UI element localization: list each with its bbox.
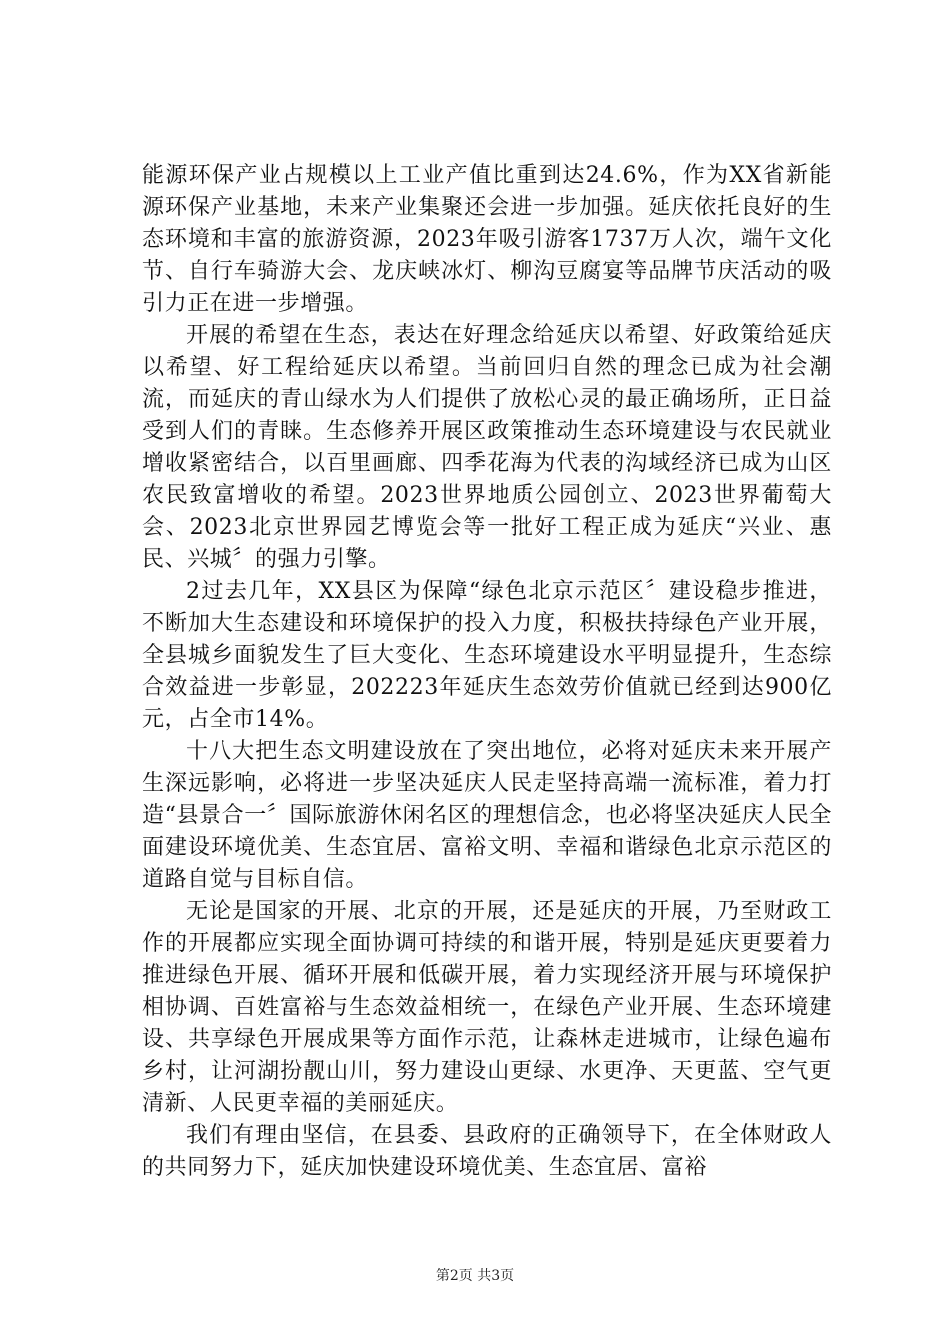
paragraph-4: 十八大把生态文明建设放在了突出地位，必将对延庆未来开展产生深远影响，必将进一步坚决延庆人民走坚持高端一流标准，着力打造“县景合一〞国际旅游休闲名区的理想信念，也必将坚决延庆人民全面建设环境优美、生态宜居、富裕文明、幸福和谐绿色北京示范区的道路自觉与目标自信。: [142, 739, 832, 892]
page-footer: 第2页 共3页: [435, 1268, 515, 1284]
paragraph-6: 我们有理由坚信，在县委、县政府的正确领导下，在全体财政人的共同努力下，延庆加快建设环境优美、生态宜居、富裕: [142, 1123, 832, 1180]
paragraph-5: 无论是国家的开展、北京的开展，还是延庆的开展，乃至财政工作的开展都应实现全面协调可持续的和谐开展，特别是延庆更要着力推进绿色开展、循环开展和低碳开展，着力实现经济开展与环境保护相协调、百姓富裕与生态效益相统一，在绿色产业开展、生态环境建设、共享绿色开展成果等方面作示范，让森林走进城市，让绿色遍布乡村，让河湖扮靓山川，努力建设山更绿、水更净、天更蓝、空气更清新、人民更幸福的美丽延庆。: [142, 899, 832, 1116]
document-body: [142, 160, 832, 1184]
paragraph-1: 能源环保产业占规模以上工业产值比重到达24.6%，作为XX省新能源环保产业基地，未来产业集聚还会进一步加强。延庆依托良好的生态环境和丰富的旅游资源，2023年吸引游客1737万人次，端午文化节、自行车骑游大会、龙庆峡冰灯、柳沟豆腐宴等品牌节庆活动的吸引力正在进一步增强。: [142, 163, 832, 316]
paragraph-3: 2过去几年，XX县区为保障“绿色北京示范区〞建设稳步推进，不断加大生态建设和环境保护的投入力度，积极扶持绿色产业开展，全县城乡面貌发生了巨大变化、生态环境建设水平明显提升，生态综合效益进一步彰显，202223年延庆生态效劳价值就已经到达900亿元，占全市14%。: [142, 579, 832, 732]
paragraph-2: 开展的希望在生态，表达在好理念给延庆以希望、好政策给延庆以希望、好工程给延庆以希望。当前回归自然的理念已成为社会潮流，而延庆的青山绿水为人们提供了放松心灵的最正确场所，正日益受到人们的青睐。生态修养开展区政策推动生态环境建设与农民就业增收紧密结合，以百里画廊、四季花海为代表的沟域经济已成为山区农民致富增收的希望。2023世界地质公园创立、2023世界葡萄大会、2023北京世界园艺博览会等一批好工程正成为延庆“兴业、惠民、兴城〞的强力引擎。: [142, 323, 832, 572]
